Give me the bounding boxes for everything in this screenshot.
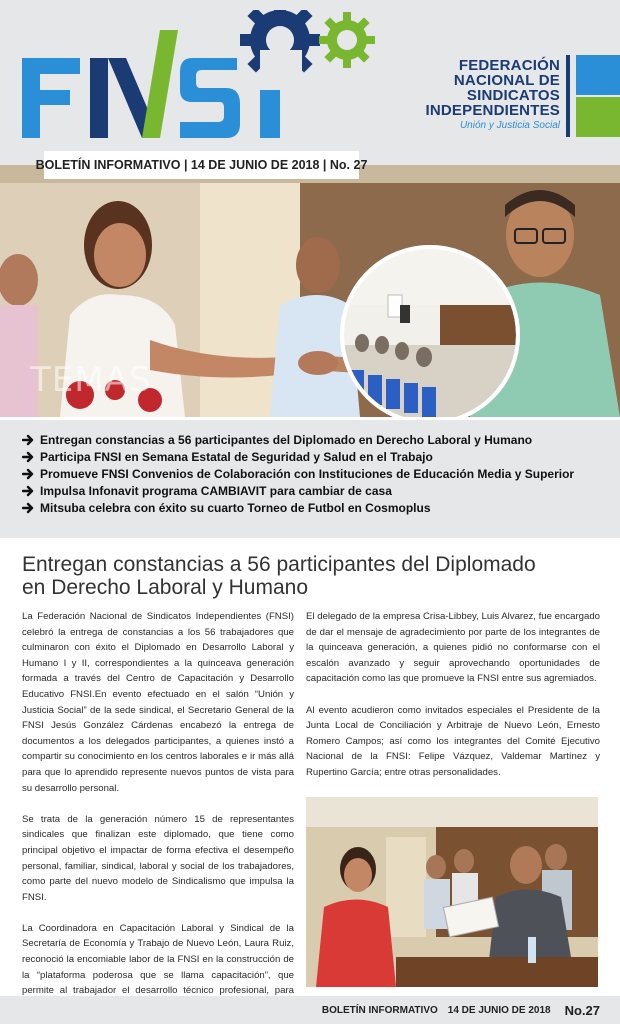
article-column-left xyxy=(22,609,294,1024)
article-paragraph: Se trata de la generación número 15 de representantes sindicales que finalizan este diplomado, que tiene como principal objetivo el impactar de forma efectiva el desempeño personal, familiar, sindical, laboral y social de los trabajadores, como parte del nuevo modelo de Sindicalismo que impulsa la FNSI. xyxy=(22,813,294,903)
article-title xyxy=(22,553,602,599)
federation-line: INDEPENDIENTES xyxy=(425,102,560,119)
topic-item[interactable] xyxy=(22,482,620,499)
footer-number: No.27 xyxy=(564,1002,600,1018)
event-photo-illustration xyxy=(306,797,598,987)
arrow-right-icon xyxy=(22,433,36,447)
topic-item[interactable] xyxy=(22,448,620,465)
topic-item[interactable] xyxy=(22,431,620,448)
topic-label: Promueve FNSI Convenios de Colaboración con Instituciones de Educación Media y Superior xyxy=(40,466,575,481)
topic-label: Impulsa Infonavit programa CAMBIAVIT para cambiar de casa xyxy=(40,483,392,498)
blue-square-icon xyxy=(576,55,620,95)
article-paragraph: La Coordinadora en Capacitación Laboral y Sindical de la Secretaría de Economía y Trabajo de Nuevo León, Laura Ruiz, reconoció la encomiable labor de la FNSI en la construcción de la “plataforma poderosa que se llama capacitación”, que permite al trabajador el desarrollo técnico profesional, para xyxy=(22,922,294,997)
green-square-icon xyxy=(576,97,620,137)
arrow-right-icon xyxy=(22,501,36,515)
federation-line: NACIONAL DE xyxy=(453,72,560,89)
arrow-right-icon xyxy=(22,467,36,481)
article-paragraph: El delegado de la empresa Crisa-Libbey, Luis Alvarez, fue encargado de dar el mensaje de agradecimiento por parte de los integrantes de la quinceava generación, a quienes pidió no conformarse con el escalón avanzado y seguir aprovechando oportunidades de capacitación como las que promueve la FNSI entre sus agremiados. xyxy=(306,611,600,685)
article-title-line: en Derecho Laboral y Humano xyxy=(22,576,309,599)
header xyxy=(0,0,620,165)
article-paragraph: Al evento acudieron como invitados especiales el Presidente de la Junta Local de Conciliación y Arbitraje de Nuevo León, Ernesto Romero Campos; así como los integrantes del Comité Ejecutivo Nacional de la FNSI: Felipe Vázquez, Valdemar Martínez y Rupertino García; entre otras personalidades. xyxy=(306,704,600,778)
topic-item[interactable] xyxy=(22,499,620,516)
bulletin-bar: BOLETÍN INFORMATIVO | 14 DE JUNIO DE 2018 | No. 27 xyxy=(44,151,359,179)
hero-photo xyxy=(0,165,620,417)
arrow-right-icon xyxy=(22,450,36,464)
topic-label: Mitsuba celebra con éxito su cuarto Torneo de Futbol en Cosmoplus xyxy=(40,500,431,515)
footer xyxy=(0,996,620,1024)
topic-label: Entregan constancias a 56 participantes del Diplomado en Derecho Laboral y Humano xyxy=(40,432,533,447)
event-photo xyxy=(306,797,598,987)
divider xyxy=(566,55,570,137)
temas-overlay: TEMAS xyxy=(30,360,152,400)
arrow-right-icon xyxy=(22,484,36,498)
footer-date: 14 DE JUNIO DE 2018 xyxy=(447,1004,551,1016)
topic-label: Participa FNSI en Semana Estatal de Seguridad y Salud en el Trabajo xyxy=(40,449,433,464)
footer-label: BOLETÍN INFORMATIVO xyxy=(321,1004,438,1016)
article-title-line: Entregan constancias a 56 participantes del Diplomado xyxy=(22,553,536,576)
article-column-right xyxy=(306,609,600,796)
federation-line: SINDICATOS xyxy=(466,87,560,104)
federation-name xyxy=(400,58,560,131)
article-paragraph: La Federación Nacional de Sindicatos Independientes (FNSI) celebró la entrega de constancias a los 56 trabajadores que culminaron con éxito el Diplomado en Desarrollo Laboral y Humano I y II, correspondientes a la quinceava generación formada a través del Centro de Capacitación y Desarrollo Educativo FNSI.En evento efectuado en el salón “Unión y Justicia Social” de la sede sindical, el Secretario General de la FNSI Jesús González Cárdenas encabezó la entrega de documentos a los delegados participantes, a quienes instó a compartir su conocimiento en los centros laborales e ir más allá para que lo aprendido represente nuevos puntos de vista para su desarrollo personal. xyxy=(22,611,294,794)
fnsi-logo xyxy=(22,10,382,140)
federation-line: FEDERACIÓN xyxy=(458,57,560,74)
topics-list xyxy=(0,420,620,538)
topic-item[interactable] xyxy=(22,465,620,482)
tagline: Unión y Justicia Social xyxy=(459,120,560,131)
